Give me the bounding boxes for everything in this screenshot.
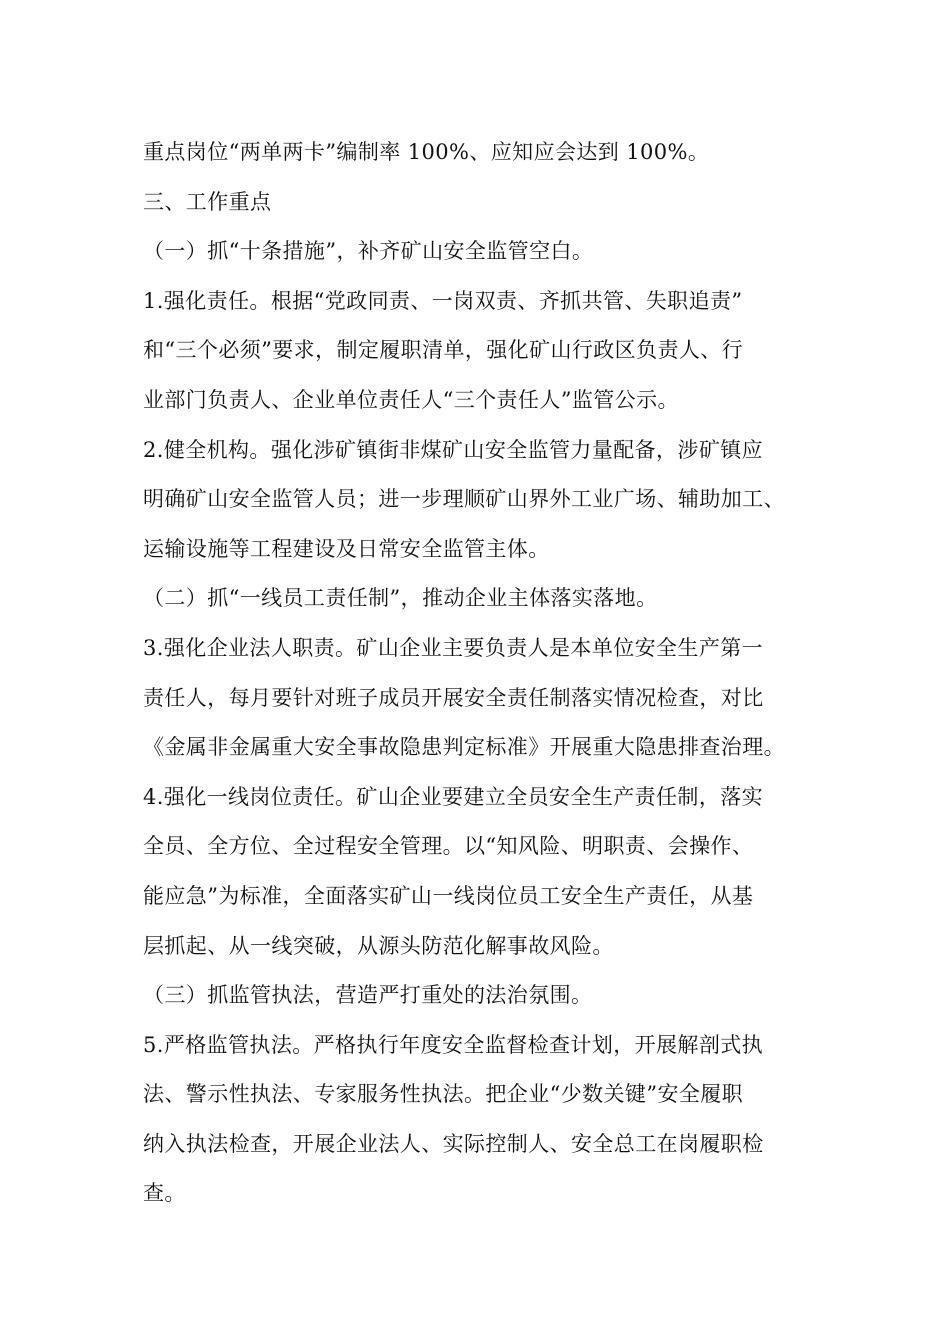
- text-line-item-4a: 4.强化一线岗位责任。矿山企业要建立全员安全生产责任制，落实: [143, 784, 764, 809]
- document-body: [143, 136, 843, 1227]
- text-line-item-5d: 查。: [143, 1181, 186, 1206]
- text-line-item-4c: 能应急”为标准，全面落实矿山一线岗位员工安全生产责任，从基: [143, 883, 754, 908]
- subheading-frontline-responsibility: （二）抓“一线员工责任制”，推动企业主体落实落地。: [143, 586, 658, 611]
- subheading-ten-measures: （一）抓“十条措施”，补齐矿山安全监管空白。: [143, 239, 594, 264]
- text-line-item-1b: 和“三个必须”要求，制定履职清单，强化矿山行政区负责人、行: [143, 338, 744, 363]
- text-line-item-4b: 全员、全方位、全过程安全管理。以“知风险、明职责、会操作、: [143, 834, 754, 859]
- text-line-item-4d: 层抓起、从一线突破，从源头防范化解事故风险。: [143, 933, 614, 958]
- text-line-item-5b: 法、警示性执法、专家服务性执法。把企业“少数关键”安全履职: [143, 1082, 744, 1107]
- text-line-item-3b: 责任人，每月要针对班子成员开展安全责任制落实情况检查，对比: [143, 685, 764, 710]
- text-line-item-2b: 明确矿山安全监管人员；进一步理顺矿山界外工业广场、辅助加工、: [143, 487, 785, 512]
- text-line-item-3a: 3.强化企业法人职责。矿山企业主要负责人是本单位安全生产第一: [143, 635, 764, 660]
- text-line-item-3c: 《金属非金属重大安全事故隐患判定标准》开展重大隐患排查治理。: [143, 735, 785, 760]
- text-line-item-2c: 运输设施等工程建设及日常安全监管主体。: [143, 536, 550, 561]
- text-line-item-1a: 1.强化责任。根据“党政同责、一岗双责、齐抓共管、失职追责”: [143, 288, 743, 313]
- text-line-item-5c: 纳入执法检查，开展企业法人、实际控制人、安全总工在岗履职检: [143, 1131, 764, 1156]
- section-heading-work-focus: 三、工作重点: [143, 189, 272, 214]
- text-line-target-rate: 重点岗位“两单两卡”编制率 100%、应知应会达到 100%。: [143, 140, 710, 164]
- subheading-enforcement: （三）抓监管执法，营造严打重处的法治氛围。: [143, 983, 593, 1008]
- text-line-item-5a: 5.严格监管执法。严格执行年度安全监督检查计划，开展解剖式执: [143, 1032, 764, 1057]
- text-line-item-1c: 业部门负责人、企业单位责任人“三个责任人”监管公示。: [143, 387, 679, 412]
- text-line-item-2a: 2.健全机构。强化涉矿镇街非煤矿山安全监管力量配备，涉矿镇应: [143, 437, 764, 462]
